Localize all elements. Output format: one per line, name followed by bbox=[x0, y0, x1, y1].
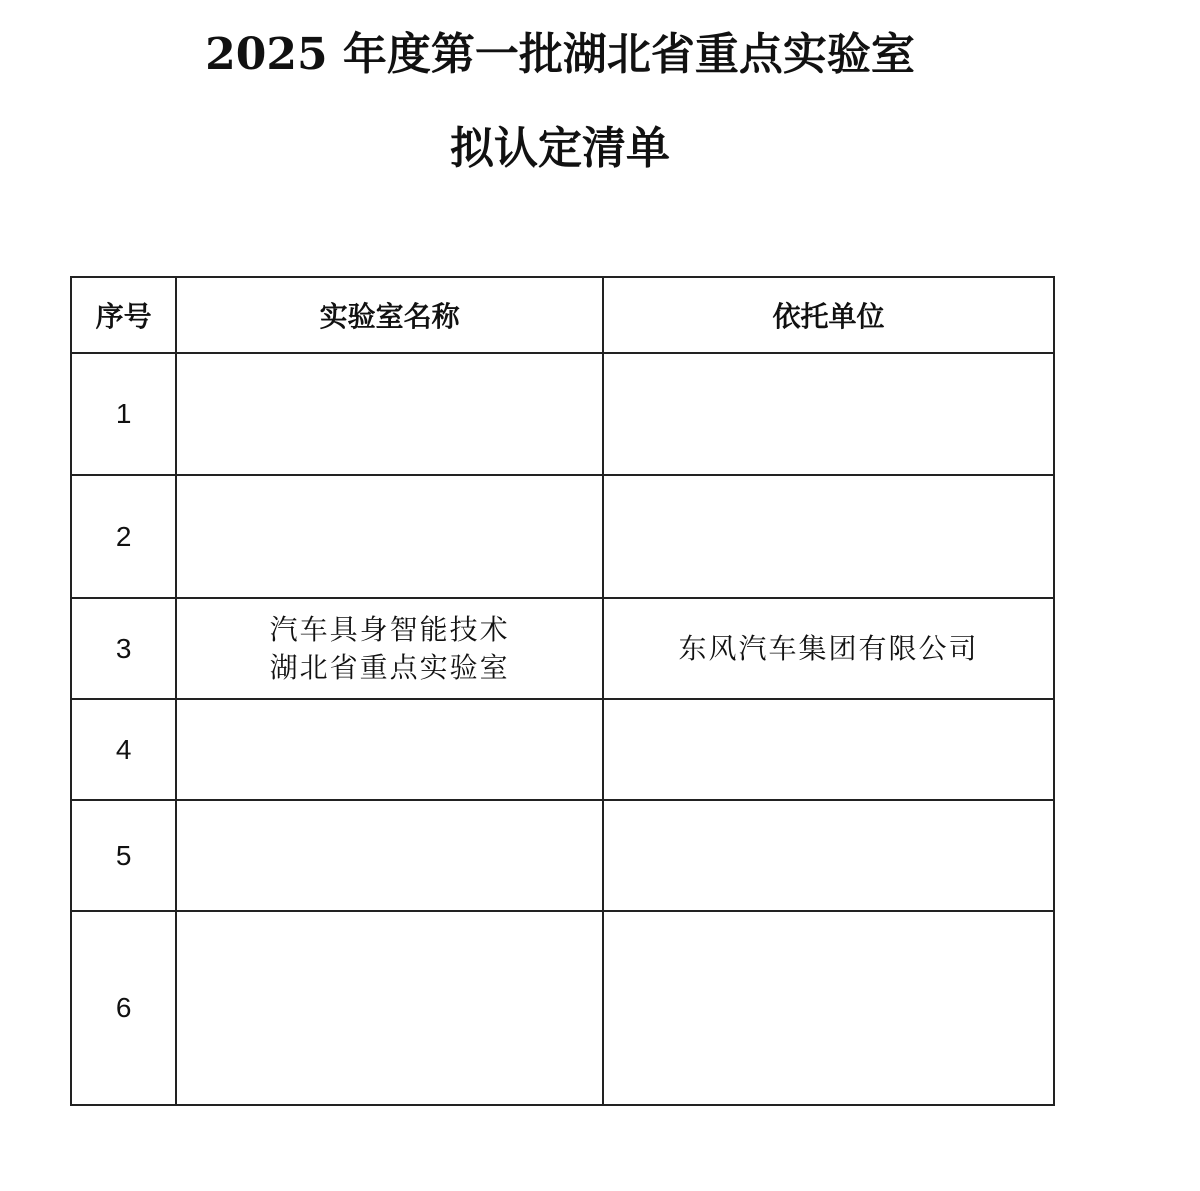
table-header-row bbox=[71, 277, 1054, 353]
lab-list-table bbox=[70, 276, 1055, 1106]
redacted-host-unit bbox=[603, 475, 1054, 598]
redacted-host-unit bbox=[603, 911, 1054, 1105]
table-row bbox=[71, 699, 1054, 800]
row-index: 2 bbox=[71, 475, 176, 598]
redacted-lab-name bbox=[176, 353, 603, 475]
row-index: 6 bbox=[71, 911, 176, 1105]
document-title-line2: 拟认定清单 bbox=[450, 123, 670, 174]
table-row bbox=[71, 911, 1054, 1105]
row-index: 3 bbox=[71, 598, 176, 699]
redacted-lab-name bbox=[176, 800, 603, 911]
table-row bbox=[71, 598, 1054, 699]
row-index: 1 bbox=[71, 353, 176, 475]
host-unit-cell bbox=[603, 598, 1054, 699]
redacted-lab-name bbox=[176, 699, 603, 800]
header-index: 序号 bbox=[71, 277, 176, 353]
table-row bbox=[71, 800, 1054, 911]
table-row bbox=[71, 353, 1054, 475]
lab-name-line2: 湖北省重点实验室 bbox=[269, 650, 510, 684]
row-index: 4 bbox=[71, 699, 176, 800]
redacted-host-unit bbox=[603, 353, 1054, 475]
table-row bbox=[71, 475, 1054, 598]
redacted-host-unit bbox=[603, 699, 1054, 800]
lab-name-cell bbox=[176, 598, 603, 699]
header-host-unit: 依托单位 bbox=[603, 277, 1054, 353]
redacted-host-unit bbox=[603, 800, 1054, 911]
document-title-line1: 2025 年度第一批湖北省重点实验室 bbox=[205, 29, 915, 80]
redacted-lab-name bbox=[176, 475, 603, 598]
lab-name-line1: 汽车具身智能技术 bbox=[269, 612, 510, 646]
header-lab-name: 实验室名称 bbox=[176, 277, 603, 353]
host-unit-text: 东风汽车集团有限公司 bbox=[678, 631, 979, 665]
row-index: 5 bbox=[71, 800, 176, 911]
redacted-lab-name bbox=[176, 911, 603, 1105]
